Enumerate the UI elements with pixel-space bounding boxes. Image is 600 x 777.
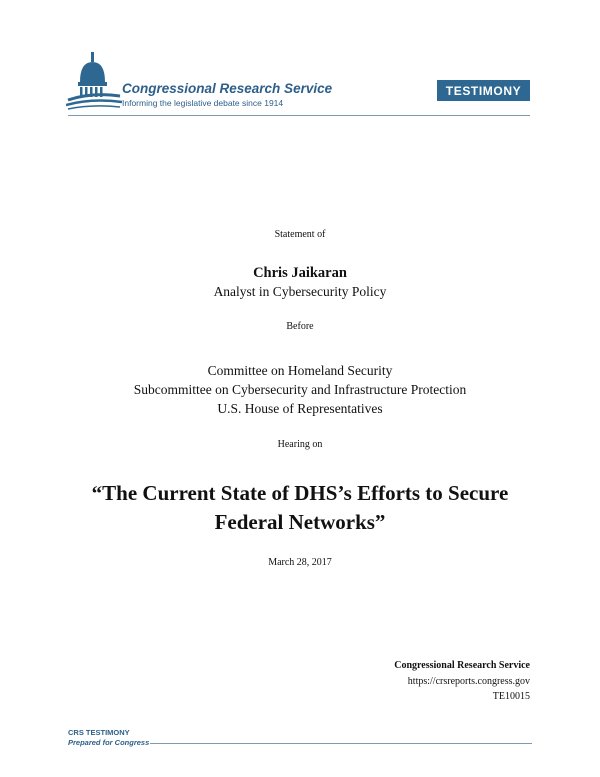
testimony-badge: TESTIMONY bbox=[437, 80, 530, 101]
hearing-title-line: Federal Networks” bbox=[214, 510, 386, 534]
committee-line: Subcommittee on Cybersecurity and Infrastructure Protection bbox=[133, 382, 467, 397]
page-header bbox=[0, 0, 600, 120]
before-label: Before bbox=[286, 321, 314, 332]
witness-title: Analyst in Cybersecurity Policy bbox=[213, 284, 387, 299]
capitol-dome-icon bbox=[66, 52, 122, 110]
prepared-for-congress-label: Prepared for Congress bbox=[68, 738, 150, 747]
header-divider bbox=[68, 115, 530, 116]
footer-divider bbox=[150, 743, 532, 744]
crs-testimony-label: CRS TESTIMONY bbox=[68, 728, 130, 737]
footer-org: Congressional Research Service bbox=[394, 660, 530, 671]
org-name: Congressional Research Service bbox=[122, 81, 333, 96]
witness-name: Chris Jaikaran bbox=[253, 265, 347, 281]
hearing-title bbox=[0, 479, 600, 537]
statement-intro: Statement of bbox=[274, 229, 326, 240]
committee-line: Committee on Homeland Security bbox=[207, 363, 393, 378]
report-id: TE10015 bbox=[492, 691, 530, 702]
hearing-on-label: Hearing on bbox=[277, 439, 323, 450]
org-tagline: Informing the legislative debate since 1914 bbox=[122, 98, 284, 108]
committee-line: U.S. House of Representatives bbox=[217, 401, 383, 416]
hearing-title-line: “The Current State of DHS’s Efforts to Secure bbox=[91, 481, 509, 505]
footer-url[interactable]: https://crsreports.congress.gov bbox=[407, 676, 530, 687]
hearing-date: March 28, 2017 bbox=[268, 557, 332, 568]
committee-block bbox=[0, 361, 600, 418]
